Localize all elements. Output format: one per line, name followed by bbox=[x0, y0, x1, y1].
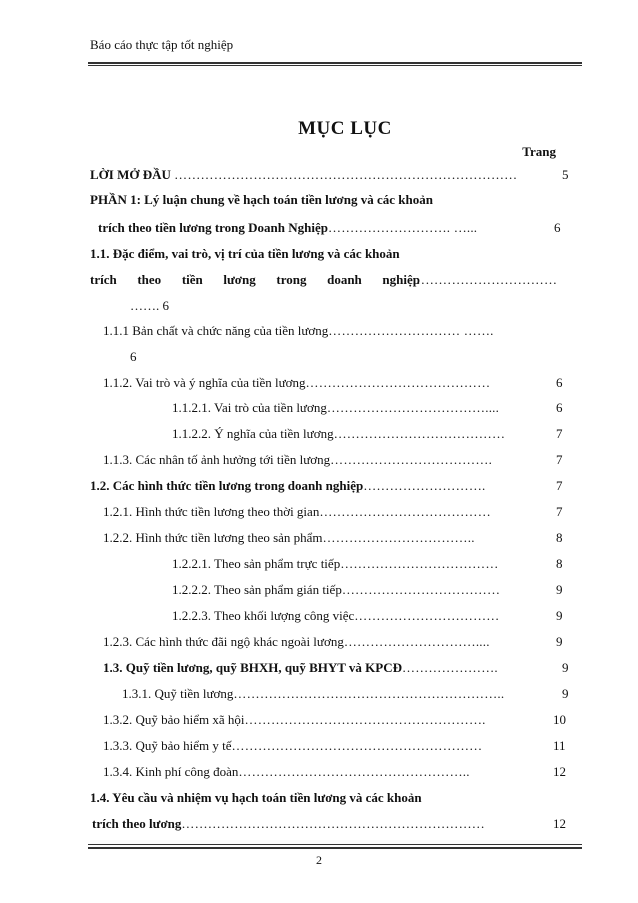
toc-entry: 1.1.2.2. Ý nghĩa của tiền lương………………………………… bbox=[172, 426, 506, 441]
running-header: Báo cáo thực tập tốt nghiệp bbox=[90, 37, 234, 52]
toc-entry: 1.2.1. Hình thức tiền lương theo thời gian………………………………… bbox=[103, 504, 491, 519]
toc-entry: 1.3. Quỹ tiền lương, quỹ BHXH, quỹ BHYT và KPCĐ…………………. bbox=[103, 660, 498, 675]
toc-page-number: 6 bbox=[554, 220, 561, 235]
toc-page-number: 8 bbox=[556, 556, 563, 571]
toc-entry: 1.2.2.3. Theo khối lượng công việc…………………………… bbox=[172, 608, 500, 623]
toc-entry: 1.1.1 Bản chất và chức năng của tiền lương………………………… ……. bbox=[103, 323, 494, 338]
toc-entry: 1.2.2.2. Theo sản phẩm gián tiếp……………………………… bbox=[172, 582, 501, 597]
toc-entry: ……. 6 bbox=[130, 298, 169, 313]
toc-entry: 6 bbox=[130, 349, 137, 364]
toc-entry: PHẦN 1: Lý luận chung về hạch toán tiền lương và các khoản bbox=[90, 192, 433, 207]
toc-page-number: 7 bbox=[556, 504, 563, 519]
toc-page-number: 9 bbox=[556, 582, 563, 597]
toc-entry: trích theo lương…………………………………………………………… bbox=[92, 816, 485, 831]
toc-page-number: 12 bbox=[553, 764, 566, 779]
toc-page-number: 5 bbox=[562, 167, 569, 182]
toc-entry: 1.4. Yêu cầu và nhiệm vụ hạch toán tiền lương và các khoản bbox=[90, 790, 422, 805]
toc-dots: …………………………… bbox=[412, 272, 558, 287]
toc-page-number: 9 bbox=[556, 608, 563, 623]
toc-page-number: 12 bbox=[553, 816, 566, 831]
toc-entry: 1.2.2.1. Theo sản phẩm trực tiếp……………………………… bbox=[172, 556, 499, 571]
toc-entry: 1.1. Đặc điểm, vai trò, vị trí của tiền lương và các khoản bbox=[90, 246, 400, 261]
toc-page-number: 10 bbox=[553, 712, 566, 727]
toc-entry: 1.2.2. Hình thức tiền lương theo sản phẩm…………………………….. bbox=[103, 530, 475, 545]
toc-page-number: 9 bbox=[556, 634, 563, 649]
toc-page-number: 6 bbox=[556, 375, 563, 390]
toc-page-number: 7 bbox=[556, 478, 563, 493]
page-title: MỤC LỤC bbox=[298, 118, 392, 139]
toc-page-number: 8 bbox=[556, 530, 563, 545]
toc-page-number: 11 bbox=[553, 738, 566, 753]
toc-page-number: 9 bbox=[562, 686, 569, 701]
toc-page-number: 6 bbox=[556, 400, 563, 415]
toc-entry-justified: trích theo tiền lương trong doanh nghiệp bbox=[90, 272, 420, 287]
toc-entry: 1.1.3. Các nhân tố ảnh hưởng tới tiền lương………………………………. bbox=[103, 452, 493, 467]
toc-page-number: 7 bbox=[556, 452, 563, 467]
toc-entry: 1.3.3. Quỹ bảo hiểm y tế………………………………………………… bbox=[103, 738, 483, 753]
toc-entry: 1.3.1. Quỹ tiền lương…………………………………………………….. bbox=[122, 686, 505, 701]
footer-rule-thin bbox=[88, 844, 582, 845]
page-number: 2 bbox=[316, 853, 322, 867]
page-column-label: Trang bbox=[522, 144, 556, 159]
toc-entry: 1.2. Các hình thức tiền lương trong doanh nghiệp………………………. bbox=[90, 478, 486, 493]
toc-entry: 1.3.2. Quỹ bảo hiểm xã hội………………………………………………. bbox=[103, 712, 486, 727]
toc-entry: 1.1.2.1. Vai trò của tiền lương……………………………….... bbox=[172, 400, 500, 415]
footer-rule bbox=[88, 847, 582, 849]
toc-page-number: 9 bbox=[562, 660, 569, 675]
toc-page-number: 7 bbox=[556, 426, 563, 441]
toc-entry: trích theo tiền lương trong Doanh Nghiệp………………………. …... bbox=[98, 220, 478, 235]
toc-entry: 1.1.2. Vai trò và ý nghĩa của tiền lương…………………………………… bbox=[103, 375, 491, 390]
toc-entry: 1.3.4. Kinh phí công đoàn…………………………………………….. bbox=[103, 764, 470, 779]
toc-entry: 1.2.3. Các hình thức đãi ngộ khác ngoài lương………………………….... bbox=[103, 634, 490, 649]
toc-entry: LỜI MỞ ĐẦU …………………………………………………………………… bbox=[90, 167, 518, 182]
